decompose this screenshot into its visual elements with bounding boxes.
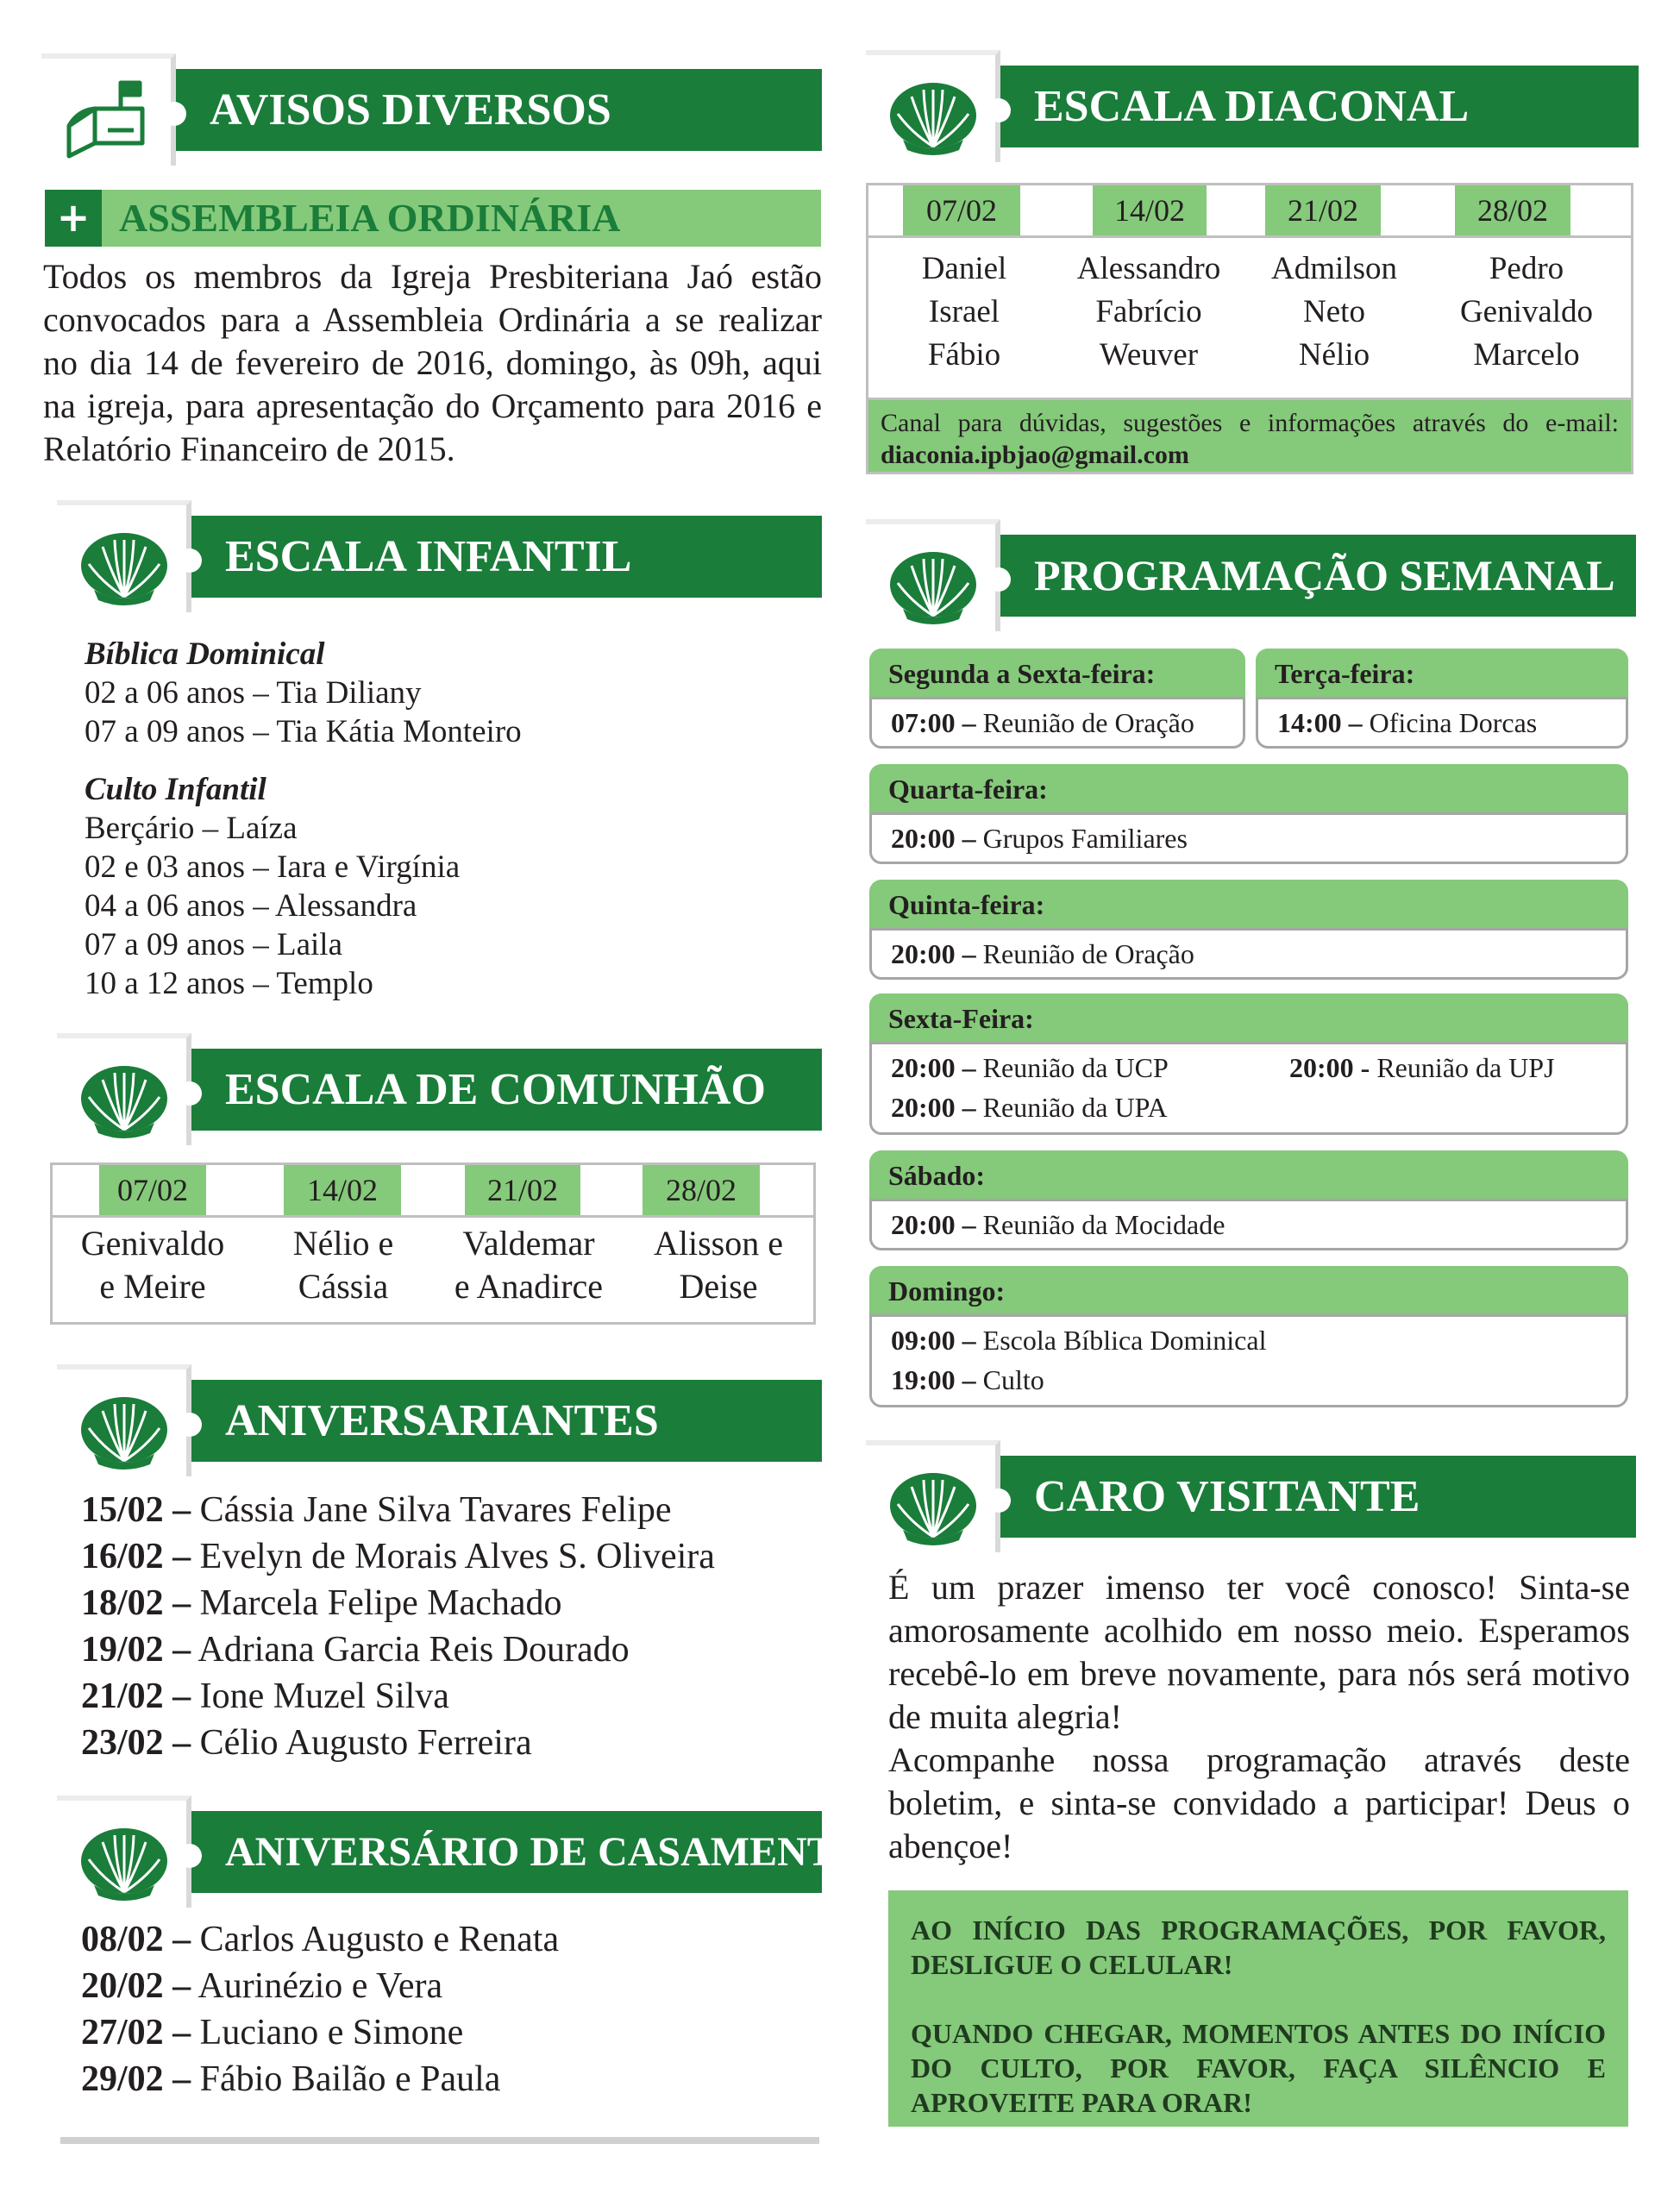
notice-box: AO INÍCIO DAS PROGRAMAÇÕES, POR FAVOR, DESLIGUE O CELULAR! QUANDO CHEGAR, MOMENTOS ANTES DO INÍCIO DO CULTO, POR FAVOR, FAÇA SILÊNCIO E APROVEITE PARA ORAR! — [888, 1890, 1628, 2127]
list-item: 20/02 – Aurinézio e Vera — [81, 1966, 443, 2006]
assembleia-text: Todos os membros da Igreja Presbiteriana Jaó estão convocados para a Assembleia Ordinária a se realizar no dia 14 de fevereiro de 2016, domingo, às 09h, aqui na igreja, para apresentação do Orçamento para 2016 e Relatório Financeiro de 2015. — [43, 257, 822, 468]
section-casamento-header — [57, 1796, 867, 1908]
mailbox-icon — [60, 74, 164, 160]
section-title: ESCALA DIACONAL — [1034, 82, 1470, 131]
comunhao-table — [50, 1163, 816, 1325]
diaconal-names: Alessandro Fabrício Weuver — [1076, 251, 1221, 373]
diaconal-names: Daniel Israel Fábio — [921, 251, 1007, 373]
section-diaconal-header — [866, 50, 1639, 162]
list-item: 15/02 – Cássia Jane Silva Tavares Felipe — [81, 1490, 672, 1530]
bush-icon — [885, 540, 981, 630]
section-title: AVISOS DIVERSOS — [210, 85, 611, 135]
section-comunhao-header — [57, 1033, 822, 1145]
comunhao-names: Alisson e Deise — [654, 1224, 783, 1306]
comunhao-names: Nélio e Cássia — [292, 1224, 394, 1306]
bush-icon — [76, 1054, 172, 1144]
prog-sexta: Sexta-Feira: 20:00 – Reunião da UCP 20:00 - Reunião da UPJ 20:00 – Reunião da UPA — [869, 993, 1628, 1135]
biblica-label: Bíblica Dominical — [85, 636, 325, 672]
list-item: 07 a 09 anos – Laila — [85, 927, 342, 962]
bush-icon — [885, 71, 981, 160]
assembleia-header — [45, 190, 821, 247]
list-item: 02 e 03 anos – Iara e Virgínia — [85, 849, 461, 885]
section-visitante-header — [866, 1440, 1636, 1552]
bush-icon — [885, 1461, 981, 1551]
list-item: 04 a 06 anos – Alessandra — [85, 888, 417, 924]
list-item: Berçário – Laíza — [85, 811, 298, 846]
list-item: 16/02 – Evelyn de Morais Alves S. Oliveira — [81, 1537, 715, 1576]
diaconal-canal: Canal para dúvidas, sugestões e informações através do e-mail: diaconia.ipbjao@gmail.com — [868, 398, 1631, 472]
list-item: 29/02 – Fábio Bailão e Paula — [81, 2059, 501, 2099]
list-item: 27/02 – Luciano e Simone — [81, 2013, 464, 2052]
list-item: 21/02 – Ione Muzel Silva — [81, 1676, 449, 1716]
list-item: 23/02 – Célio Augusto Ferreira — [81, 1723, 532, 1763]
prog-domingo: Domingo: 09:00 – Escola Bíblica Dominical 19:00 – Culto — [869, 1266, 1628, 1407]
visitante-text: É um prazer imenso ter você conosco! Sinta-se amorosamente acolhido em nosso meio. Esperamos recebê-lo em breve novamente, para nós será motivo de muita alegria! Acompanhe nossa programação através deste boletim, e sinta-se convidado a participar! Deus o abençoe! — [888, 1568, 1630, 1865]
date-cell: 21/02 — [1265, 185, 1381, 235]
date-cell: 14/02 — [284, 1165, 401, 1215]
prog-quarta: Quarta-feira: 20:00 – Grupos Familiares — [869, 764, 1628, 864]
date-cell: 28/02 — [1455, 185, 1570, 235]
section-title: ANIVERSARIANTES — [225, 1396, 659, 1445]
date-cell: 14/02 — [1093, 185, 1207, 235]
casamento-list — [81, 1916, 823, 2103]
list-item: 18/02 – Marcela Felipe Machado — [81, 1583, 562, 1623]
prog-terca: Terça-feira: 14:00 – Oficina Dorcas — [1256, 649, 1628, 749]
section-title: ESCALA DE COMUNHÃO — [225, 1065, 766, 1114]
bush-icon — [76, 1816, 172, 1906]
list-item: 19/02 – Adriana Garcia Reis Dourado — [81, 1630, 630, 1670]
section-aniversariantes-header — [57, 1364, 822, 1476]
email-link[interactable]: diaconia.ipbjao@gmail.com — [881, 441, 1189, 469]
bush-icon — [76, 521, 172, 611]
comunhao-names: Genivaldo e Meire — [80, 1224, 225, 1306]
plus-icon: + — [45, 190, 102, 247]
diaconal-table — [866, 183, 1633, 474]
diaconal-names: Pedro Genivaldo Marcelo — [1459, 251, 1594, 373]
section-title: PROGRAMAÇÃO SEMANAL — [1034, 551, 1615, 599]
section-avisos-header — [41, 53, 822, 166]
aniversariantes-list — [81, 1487, 823, 1766]
divider — [60, 2137, 819, 2144]
list-item: 07 a 09 anos – Tia Kátia Monteiro — [85, 714, 522, 749]
section-programacao-header — [866, 519, 1636, 631]
prog-quinta: Quinta-feira: 20:00 – Reunião de Oração — [869, 880, 1628, 980]
section-title: CARO VISITANTE — [1034, 1472, 1420, 1521]
date-cell: 07/02 — [99, 1165, 206, 1215]
list-item: 10 a 12 anos – Templo — [85, 966, 373, 1001]
date-cell: 21/02 — [465, 1165, 580, 1215]
prog-sabado: Sábado: 20:00 – Reunião da Mocidade — [869, 1150, 1628, 1250]
assembleia-title: ASSEMBLEIA ORDINÁRIA — [119, 196, 621, 240]
bush-icon — [76, 1385, 172, 1475]
prog-segunda: Segunda a Sexta-feira: 07:00 – Reunião de Oração — [869, 649, 1245, 749]
list-item: 02 a 06 anos – Tia Diliany — [85, 675, 422, 711]
date-cell: 07/02 — [903, 185, 1020, 235]
section-title: ANIVERSÁRIO DE CASAMENTO — [225, 1829, 867, 1875]
infantil-list — [85, 635, 774, 1003]
list-item: 08/02 – Carlos Augusto e Renata — [81, 1920, 560, 1959]
comunhao-names: Valdemar e Anadirce — [454, 1224, 604, 1306]
culto-label: Culto Infantil — [85, 772, 266, 807]
date-cell: 28/02 — [643, 1165, 760, 1215]
diaconal-names: Admilson Neto Nélio — [1271, 251, 1397, 373]
section-title: ESCALA INFANTIL — [225, 532, 632, 581]
section-infantil-header — [57, 500, 822, 612]
